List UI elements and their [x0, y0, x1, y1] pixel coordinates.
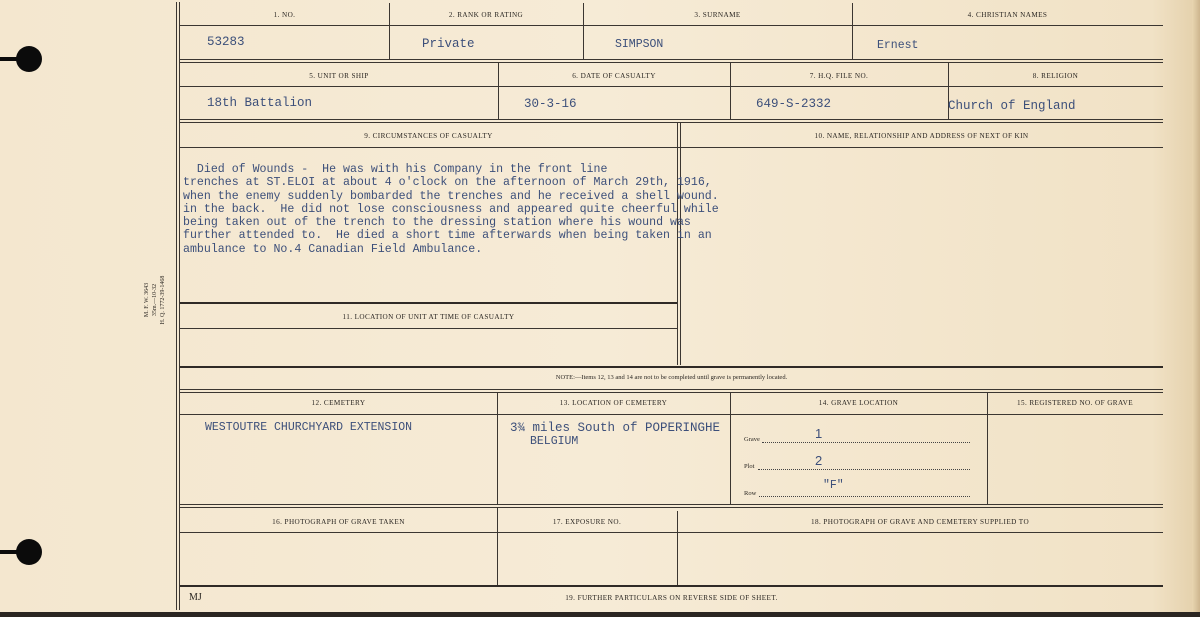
divider — [180, 414, 1163, 415]
label-surname: 3. SURNAME — [694, 11, 741, 19]
divider — [180, 302, 677, 304]
value-christian-names[interactable]: Ernest — [877, 39, 919, 52]
plot-field-label: Plot — [744, 463, 755, 470]
note-text: NOTE:—Items 12, 13 and 14 are not to be completed until grave is permanently located. — [555, 374, 788, 381]
value-date-of-casualty[interactable]: 30-3-16 — [524, 97, 577, 111]
form-code — [143, 270, 167, 330]
form-code-line: H. Q. 1772-39-1468 — [160, 275, 166, 325]
label-unit: 5. UNIT OR SHIP — [309, 72, 369, 80]
text-line: Died of Wounds - He was with his Company in the front line — [183, 163, 608, 176]
label-cemetery: 12. CEMETERY — [311, 399, 366, 407]
footer-initials: MJ — [189, 592, 202, 603]
divider — [180, 389, 1163, 393]
divider — [730, 393, 731, 504]
label-cemetery-location: 13. LOCATION OF CEMETERY — [559, 399, 668, 407]
divider — [180, 147, 1163, 148]
card-bottom-edge — [0, 612, 1200, 617]
value-rank[interactable]: Private — [422, 37, 475, 51]
divider — [987, 393, 988, 504]
value-surname[interactable]: SIMPSON — [615, 38, 664, 51]
divider — [180, 328, 677, 329]
text-line: further attended to. He died a short time afterwards when being taken in an — [183, 229, 712, 243]
value-no[interactable]: 53283 — [207, 35, 245, 49]
value-cemetery-location-2[interactable]: BELGIUM — [530, 435, 579, 448]
label-photo-supplied-to: 18. PHOTOGRAPH OF GRAVE AND CEMETERY SUPPLIED TO — [810, 518, 1030, 526]
value-unit[interactable]: 18th Battalion — [207, 96, 313, 110]
label-date-of-casualty: 6. DATE OF CASUALTY — [572, 72, 656, 80]
divider — [180, 366, 1163, 368]
divider — [180, 86, 1163, 87]
divider — [180, 585, 1163, 587]
label-christian-names: 4. CHRISTIAN NAMES — [967, 11, 1048, 19]
divider — [180, 504, 1163, 508]
form-code-line: M. F. W. 3643 — [144, 282, 150, 318]
row-dotted-line — [759, 496, 970, 497]
label-photo-taken: 16. PHOTOGRAPH OF GRAVE TAKEN — [272, 518, 405, 526]
value-religion[interactable]: Church of England — [948, 99, 1076, 113]
value-grave[interactable]: 1 — [815, 426, 823, 441]
footer-note: 19. FURTHER PARTICULARS ON REVERSE SIDE OF SHEET. — [565, 594, 778, 602]
circumstances-text[interactable] — [183, 163, 719, 256]
value-cemetery[interactable]: WESTOUTRE CHURCHYARD EXTENSION — [205, 421, 413, 434]
label-exposure-no: 17. EXPOSURE NO. — [552, 518, 622, 526]
label-grave-location: 14. GRAVE LOCATION — [818, 399, 899, 407]
value-row[interactable]: "F" — [823, 479, 844, 492]
grave-field-label: Grave — [744, 436, 760, 443]
text-line: when the enemy suddenly bombarded the trenches and he received a shell wound. — [183, 189, 719, 203]
form-code-line: 35m.—10-32 — [152, 283, 158, 317]
divider — [497, 393, 498, 504]
row-field-label: Row — [744, 490, 757, 497]
text-line: in the back. He did not lose consciousness and appeared quite cheerful while — [183, 202, 719, 216]
divider — [180, 119, 1163, 123]
punch-hole-bottom — [16, 539, 42, 565]
divider — [180, 25, 1163, 26]
label-rank: 2. RANK OR RATING — [448, 11, 524, 19]
punch-hole-top — [16, 46, 42, 72]
label-circumstances: 9. CIRCUMSTANCES OF CASUALTY — [364, 132, 493, 140]
label-no: 1. NO. — [273, 11, 296, 19]
grave-dotted-line — [762, 442, 970, 443]
text-line: being taken out of the trench to the dressing station where his wound was — [183, 216, 691, 230]
border-line — [176, 2, 177, 610]
text-line: ambulance to No.4 Canadian Field Ambulance. — [183, 242, 483, 256]
plot-dotted-line — [758, 469, 970, 470]
label-next-of-kin: 10. NAME, RELATIONSHIP AND ADDRESS OF NEXT OF KIN — [814, 132, 1029, 140]
value-hq-file-no[interactable]: 649-S-2332 — [756, 97, 832, 111]
label-location-of-unit: 11. LOCATION OF UNIT AT TIME OF CASUALTY — [342, 313, 515, 321]
label-registered-no: 15. REGISTERED NO. OF GRAVE — [1016, 399, 1134, 407]
text-line: trenches at ST.ELOI at about 4 o'clock on the afternoon of March 29th, 1916, — [183, 176, 712, 190]
card-edge — [1192, 0, 1200, 617]
value-cemetery-location-1[interactable]: 3¾ miles South of POPERINGHE — [510, 421, 721, 435]
label-hq-file-no: 7. H.Q. FILE NO. — [809, 72, 869, 80]
divider — [180, 532, 1163, 533]
divider — [180, 59, 1163, 63]
label-religion: 8. RELIGION — [1032, 72, 1079, 80]
value-plot[interactable]: 2 — [815, 453, 823, 468]
